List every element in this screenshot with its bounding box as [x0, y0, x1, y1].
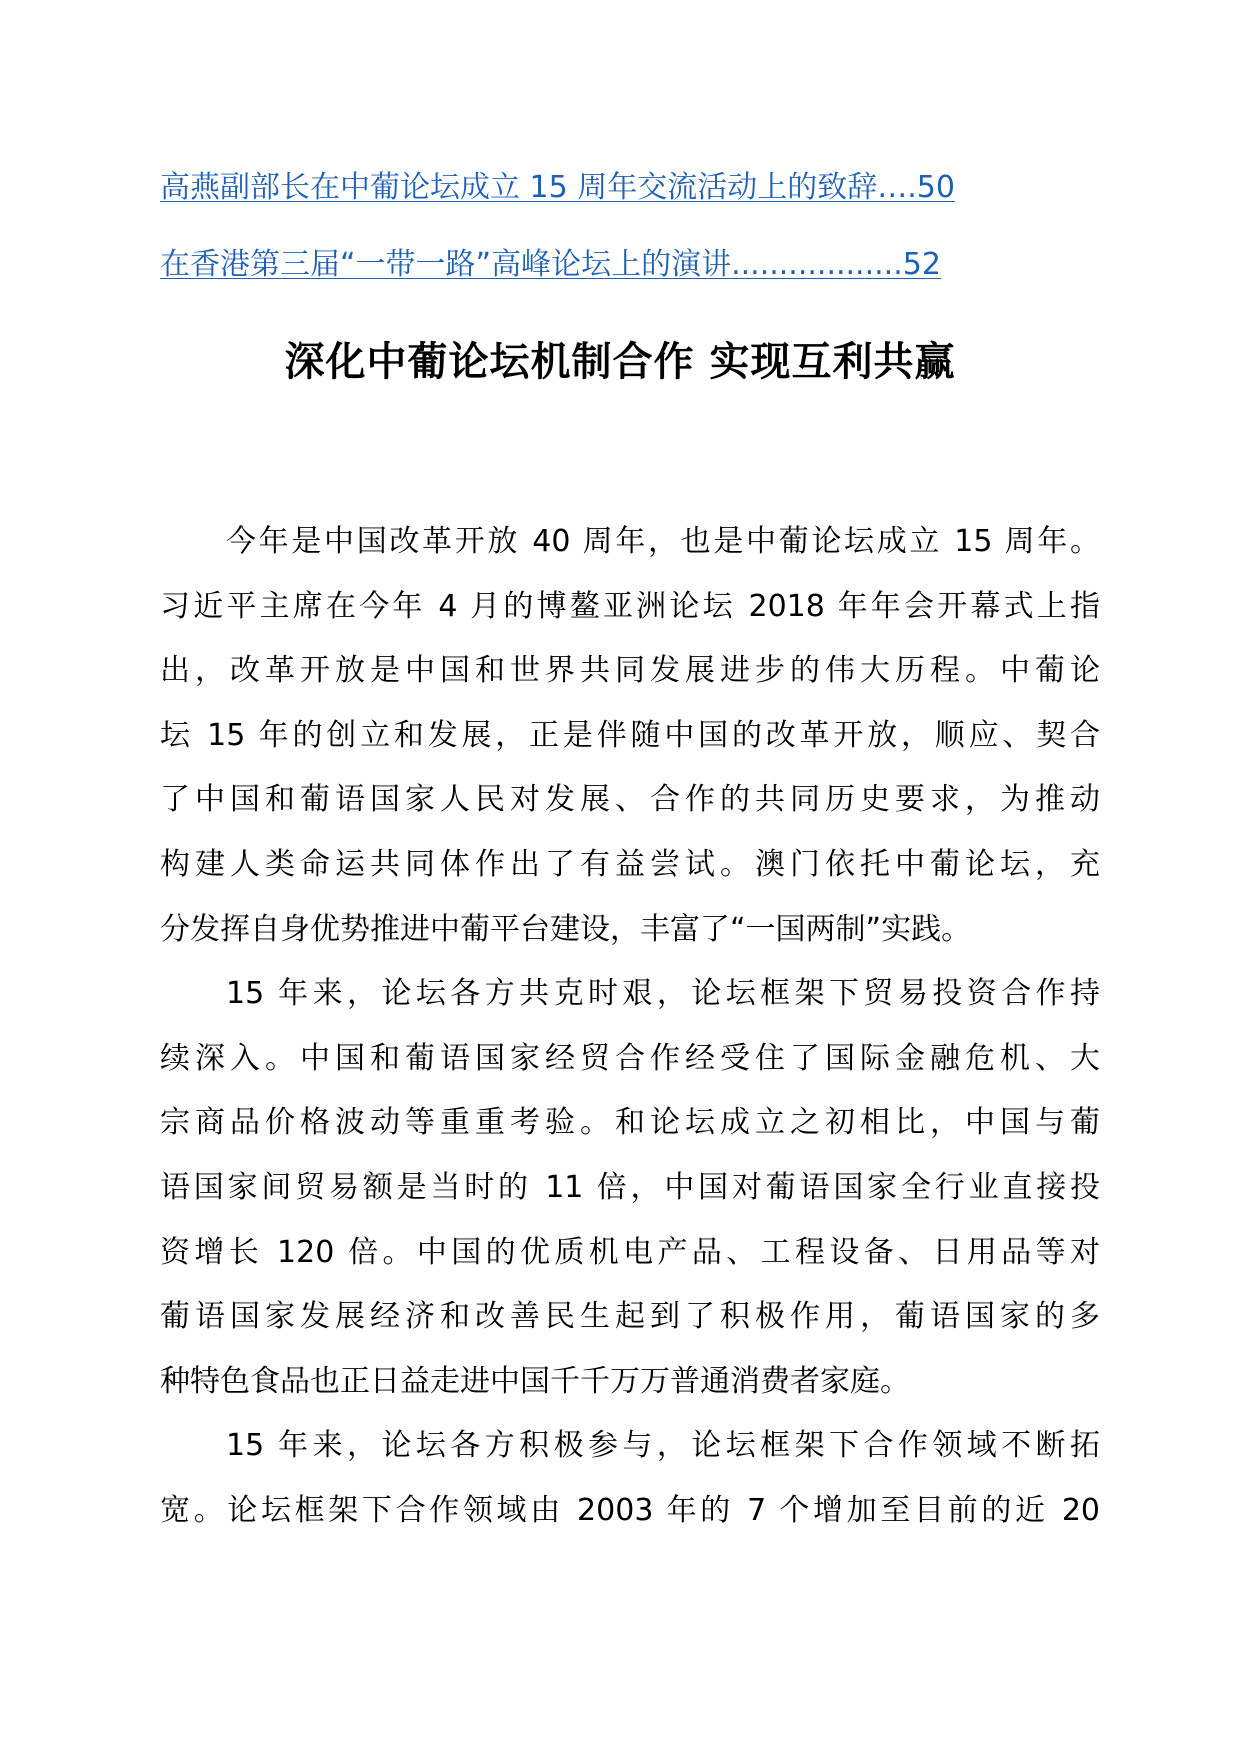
paragraph-3 [160, 1414, 1100, 1543]
text-line: 坛 15 年的创立和发展，正是伴随中国的改革开放，顺应、契合 [160, 717, 1100, 753]
text-line: 15 年来，论坛各方共克时艰，论坛框架下贸易投资合作持 [226, 976, 1100, 1012]
text-line: 续深入。中国和葡语国家经贸合作经受住了国际金融危机、大 [160, 1040, 1100, 1076]
text-line: 分发挥自身优势推进中葡平台建设，丰富了“一国两制”实践。 [160, 911, 972, 947]
table-of-contents [160, 168, 1040, 322]
toc-entry-gao-yan-speech[interactable]: 高燕副部长在中葡论坛成立 15 周年交流活动上的致辞….50 [160, 170, 955, 205]
text-line: 了中国和葡语国家人民对发展、合作的共同历史要求，为推动 [160, 782, 1100, 818]
text-line: 种特色食品也正日益走进中国千千万万普通消费者家庭。 [160, 1363, 910, 1399]
paragraph-2 [160, 962, 1100, 1414]
text-line: 习近平主席在今年 4 月的博鳌亚洲论坛 2018 年年会开幕式上指 [160, 588, 1100, 624]
text-line: 葡语国家发展经济和改善民生起到了积极作用，葡语国家的多 [160, 1299, 1100, 1335]
text-line: 今年是中国改革开放 40 周年，也是中葡论坛成立 15 周年。 [226, 524, 1100, 559]
text-line: 15 年来，论坛各方积极参与，论坛框架下合作领域不断拓 [226, 1428, 1100, 1464]
toc-entry-belt-road-forum-speech[interactable]: 在香港第三届“一带一路”高峰论坛上的演讲..................52 [160, 247, 941, 282]
text-line: 宽。论坛框架下合作领域由 2003 年的 7 个增加至目前的近 20 [160, 1492, 1100, 1528]
text-line: 出，改革开放是中国和世界共同发展进步的伟大历程。中葡论 [160, 653, 1100, 689]
paragraph-1 [160, 510, 1100, 962]
text-line: 语国家间贸易额是当时的 11 倍，中国对葡语国家全行业直接投 [160, 1169, 1100, 1205]
text-line: 构建人类命运共同体作出了有益尝试。澳门依托中葡论坛，充 [160, 846, 1100, 882]
article-title: 深化中葡论坛机制合作 实现互利共赢 [284, 339, 956, 385]
text-line: 资增长 120 倍。中国的优质机电产品、工程设备、日用品等对 [160, 1234, 1100, 1270]
text-line: 宗商品价格波动等重重考验。和论坛成立之初相比，中国与葡 [160, 1105, 1100, 1141]
article-body [160, 510, 1100, 1544]
